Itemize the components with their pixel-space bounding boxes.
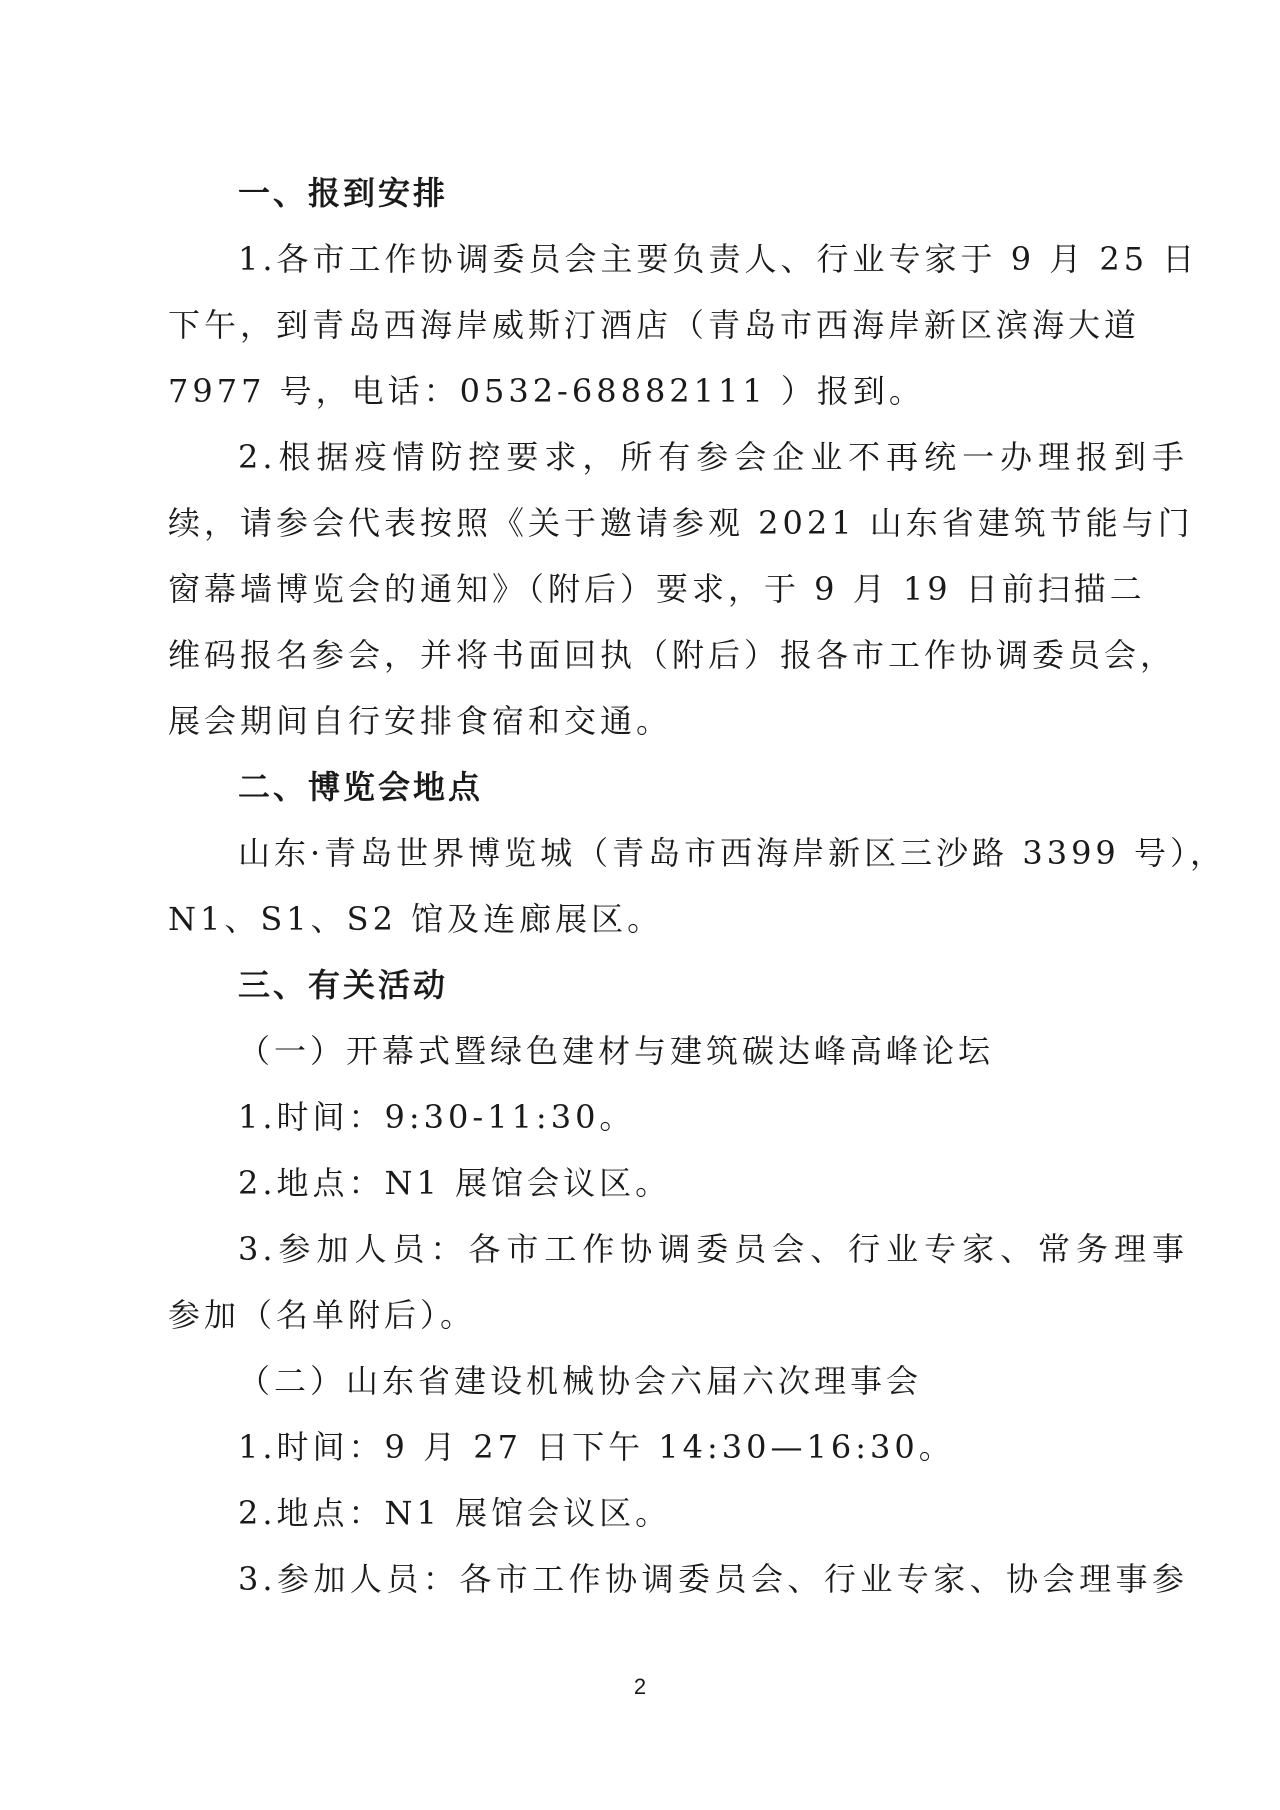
document-body bbox=[168, 160, 1226, 1612]
paragraph-line: 下午，到青岛西海岸威斯汀酒店（青岛市西海岸新区滨海大道 bbox=[168, 306, 1141, 344]
paragraph-line: 7977 号，电话：0532-68882111 ）报到。 bbox=[168, 372, 925, 410]
event-time: 1.时间：9 月 27 日下午 14:30—16:30。 bbox=[238, 1428, 955, 1466]
paragraph-line: 2.根据疫情防控要求，所有参会企业不再统一办理报到手 bbox=[238, 438, 1188, 476]
event-title-council: （二）山东省建设机械协会六届六次理事会 bbox=[238, 1362, 923, 1400]
paragraph-line: 续，请参会代表按照《关于邀请参观 2021 山东省建筑节能与门 bbox=[168, 504, 1194, 542]
event-attendees: 参加（名单附后）。 bbox=[168, 1296, 477, 1334]
paragraph-line: N1、S1、S2 馆及连廊展区。 bbox=[168, 900, 664, 938]
event-attendees: 3.参加人员：各市工作协调委员会、行业专家、协会理事参 bbox=[238, 1560, 1188, 1598]
event-title-opening: （一）开幕式暨绿色建材与建筑碳达峰高峰论坛 bbox=[238, 1032, 995, 1070]
section-heading-venue: 二、博览会地点 bbox=[238, 768, 484, 806]
paragraph-line: 展会期间自行安排食宿和交通。 bbox=[168, 702, 673, 740]
page-number: 2 bbox=[633, 1674, 647, 1699]
paragraph-line: 窗幕墙博览会的通知》（附后）要求，于 9 月 19 日前扫描二 bbox=[168, 570, 1146, 608]
paragraph-line: 1.各市工作协调委员会主要负责人、行业专家于 9 月 25 日 bbox=[238, 240, 1199, 278]
event-place: 2.地点：N1 展馆会议区。 bbox=[238, 1494, 672, 1532]
paragraph-line: 山东·青岛世界博览城（青岛市西海岸新区三沙路 3399 号）， bbox=[238, 834, 1226, 872]
section-heading-activities: 三、有关活动 bbox=[238, 966, 449, 1004]
event-attendees: 3.参加人员：各市工作协调委员会、行业专家、常务理事 bbox=[238, 1230, 1188, 1268]
paragraph-line: 维码报名参会，并将书面回执（附后）报各市工作协调委员会， bbox=[168, 636, 1177, 674]
event-time: 1.时间：9:30-11:30。 bbox=[238, 1098, 636, 1136]
event-place: 2.地点：N1 展馆会议区。 bbox=[238, 1164, 672, 1202]
section-heading-registration: 一、报到安排 bbox=[238, 174, 449, 212]
